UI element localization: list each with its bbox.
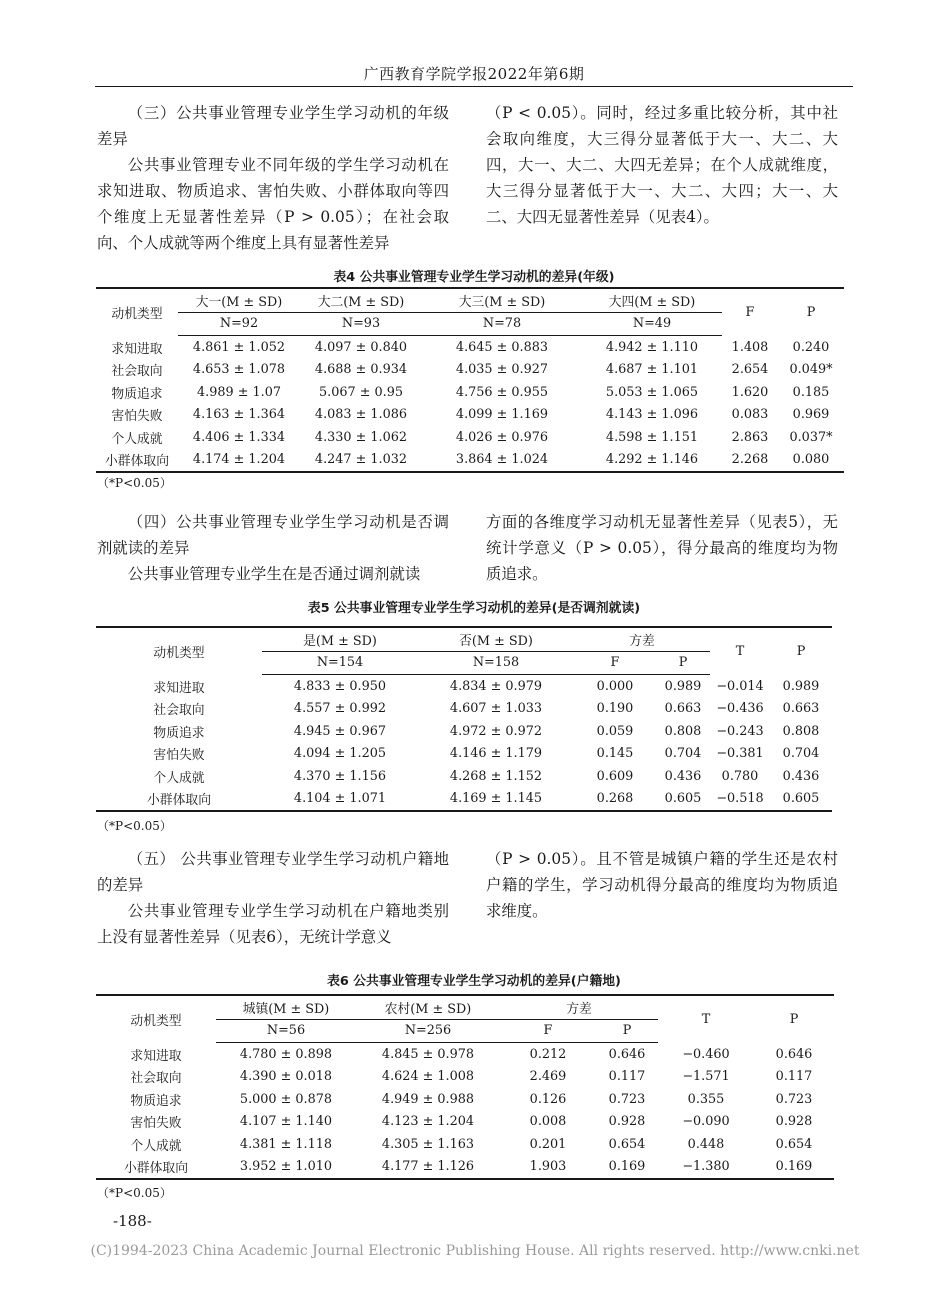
table5-cell: 4.607 ± 1.033 bbox=[449, 701, 543, 717]
table6-cell: 0.117 bbox=[608, 1069, 646, 1085]
sec3-left-body: 公共事业管理专业不同年级的学生学习动机在求知进取、物质追求、害怕失败、小群体取向等四个维度上无显著性差异（P > 0.05）；在社会取向、个人成就等两个维度上具有显著性差异 bbox=[97, 156, 449, 252]
sec4-left-body: 公共事业管理专业学生在是否通过调剂就读 bbox=[127, 565, 421, 583]
table5-n2: N=158 bbox=[418, 651, 574, 675]
table4-cell: 4.687 ± 1.101 bbox=[605, 362, 699, 378]
table6-col-p-sub: P bbox=[596, 1019, 658, 1043]
table5-cell: 0.145 bbox=[596, 746, 634, 762]
table5-cell: 个人成就 bbox=[153, 770, 205, 786]
table4-n3: N=78 bbox=[422, 312, 582, 336]
table5-cell: 0.000 bbox=[596, 678, 634, 694]
table6-cell: 社会取向 bbox=[130, 1071, 182, 1087]
table4-cell: 4.083 ± 1.086 bbox=[314, 407, 408, 423]
table6-cell: 3.952 ± 1.010 bbox=[216, 1156, 356, 1180]
table4-group2: 大二(M ± SD) bbox=[300, 288, 422, 312]
table5-cell: 0.663 bbox=[664, 701, 702, 717]
table4 bbox=[96, 287, 844, 473]
table4-cell: 4.099 ± 1.169 bbox=[455, 407, 549, 423]
table4-cell: 5.067 ± 0.95 bbox=[319, 384, 403, 400]
table5-cell: 4.972 ± 0.972 bbox=[449, 723, 543, 739]
table5-col-f: F bbox=[574, 651, 656, 675]
table6-cell: 4.624 ± 1.008 bbox=[381, 1069, 475, 1085]
table6-cell: 个人成就 bbox=[130, 1138, 182, 1154]
table6-cell: 4.107 ± 1.140 bbox=[239, 1114, 333, 1130]
table4-cell: 害怕失败 bbox=[111, 409, 163, 425]
table-row bbox=[96, 359, 844, 382]
table4-cell: 4.645 ± 0.883 bbox=[455, 339, 549, 355]
table6-cell: 4.177 ± 1.126 bbox=[356, 1156, 500, 1180]
table4-cell: 小群体取向 bbox=[96, 449, 178, 473]
table6-cell: 0.654 bbox=[775, 1136, 813, 1152]
table5-cell: 0.436 bbox=[782, 768, 820, 784]
table6-cell: 4.949 ± 0.988 bbox=[381, 1091, 475, 1107]
table5-col-type: 动机类型 bbox=[96, 627, 262, 675]
table5-cell: −0.014 bbox=[716, 678, 764, 694]
table6-cell: 物质追求 bbox=[130, 1093, 182, 1109]
table-row bbox=[96, 1111, 834, 1134]
table6-col-type: 动机类型 bbox=[96, 995, 216, 1043]
table5-cell: 4.169 ± 1.145 bbox=[418, 788, 574, 812]
table6-cell: 小群体取向 bbox=[96, 1156, 216, 1180]
table6-col-p: P bbox=[754, 995, 834, 1043]
table6-cell: 0.355 bbox=[687, 1091, 725, 1107]
table4-cell: 0.969 bbox=[792, 407, 830, 423]
table4-cell: 2.654 bbox=[731, 362, 769, 378]
table5-cell: 0.190 bbox=[596, 701, 634, 717]
table6-cell: 0.646 bbox=[775, 1046, 813, 1062]
table4-cell: 0.049* bbox=[789, 362, 833, 378]
table4-cell: 4.097 ± 0.840 bbox=[314, 339, 408, 355]
table6-cell: 4.845 ± 0.978 bbox=[381, 1046, 475, 1062]
table5-cell: 0.268 bbox=[574, 788, 656, 812]
table4-n2: N=93 bbox=[300, 312, 422, 336]
table5-cell: 0.436 bbox=[664, 768, 702, 784]
table4-cell: 2.863 bbox=[731, 429, 769, 445]
sec3-left-column bbox=[97, 100, 449, 256]
table6-cell: −0.460 bbox=[682, 1046, 730, 1062]
table5-cell: 4.370 ± 1.156 bbox=[293, 768, 387, 784]
table4-cell: 3.864 ± 1.024 bbox=[422, 449, 582, 473]
sec4-right-body: 方面的各维度学习动机无显著性差异（见表5），无统计学意义（P > 0.05），得分最高的维度均为物质追求。 bbox=[486, 513, 838, 583]
table4-n4: N=49 bbox=[582, 312, 722, 336]
table5-n1: N=154 bbox=[262, 651, 418, 675]
table5-cell: 4.833 ± 0.950 bbox=[293, 678, 387, 694]
table5-group2: 否(M ± SD) bbox=[418, 627, 574, 651]
table6-cell: 求知进取 bbox=[130, 1048, 182, 1064]
table6-cell: 0.928 bbox=[775, 1114, 813, 1130]
table4-cell: 4.861 ± 1.052 bbox=[192, 339, 286, 355]
table5-cell: 0.704 bbox=[664, 746, 702, 762]
table5-cell: 0.663 bbox=[782, 701, 820, 717]
table4-cell: 4.163 ± 1.364 bbox=[192, 407, 286, 423]
table-row bbox=[96, 404, 844, 427]
table5-cell: 0.704 bbox=[782, 746, 820, 762]
table6-variance: 方差 bbox=[500, 995, 658, 1019]
table5-cell: 小群体取向 bbox=[96, 788, 262, 812]
table4-cell: 0.185 bbox=[792, 384, 830, 400]
table4-caption: 表4 公共事业管理专业学生学习动机的差异(年级) bbox=[333, 270, 615, 285]
table5-cell: 社会取向 bbox=[153, 703, 205, 719]
table4-cell: 4.026 ± 0.976 bbox=[455, 429, 549, 445]
table4-cell: 4.247 ± 1.032 bbox=[300, 449, 422, 473]
table6-cell: 0.646 bbox=[608, 1046, 646, 1062]
table4-note: （*P<0.05） bbox=[97, 476, 172, 490]
table6-cell: −1.380 bbox=[658, 1156, 754, 1180]
sec3-right-body: （P < 0.05）。同时，经过多重比较分析，其中社会取向维度，大三得分显著低于大一、大二、大四，大一、大二、大四无差异；在个人成就维度，大三得分显著低于大一、大二、大四；大一、大二、大四无显著性差异（见表4）。 bbox=[486, 104, 838, 226]
table5-cell: 物质追求 bbox=[153, 725, 205, 741]
table5-col-p: P bbox=[770, 627, 832, 675]
table6-cell: 0.169 bbox=[754, 1156, 834, 1180]
table-row bbox=[96, 1156, 834, 1180]
table6-cell: 0.117 bbox=[775, 1069, 813, 1085]
table4-cell: 4.292 ± 1.146 bbox=[582, 449, 722, 473]
table4-col-p: P bbox=[778, 288, 844, 336]
table4-cell: 4.942 ± 1.110 bbox=[605, 339, 699, 355]
table6-cell: 4.390 ± 0.018 bbox=[239, 1069, 333, 1085]
table5-caption: 表5 公共事业管理专业学生学习动机的差异(是否调剂就读) bbox=[307, 601, 641, 616]
table-row bbox=[96, 1066, 834, 1089]
table6-group2: 农村(M ± SD) bbox=[356, 995, 500, 1019]
table5-cell: −0.518 bbox=[710, 788, 770, 812]
table5-cell: 4.094 ± 1.205 bbox=[293, 746, 387, 762]
table4-cell: 4.174 ± 1.204 bbox=[178, 449, 300, 473]
table5-col-p-sub: P bbox=[656, 651, 710, 675]
sec5-left-column bbox=[97, 846, 449, 950]
table4-cell: 0.240 bbox=[792, 339, 830, 355]
table6-cell: −0.090 bbox=[682, 1114, 730, 1130]
table4-col-f: F bbox=[722, 288, 778, 336]
sec4-heading: （四）公共事业管理专业学生学习动机是否调剂就读的差异 bbox=[97, 513, 449, 557]
table4-group3: 大三(M ± SD) bbox=[422, 288, 582, 312]
table4-cell: 个人成就 bbox=[111, 431, 163, 447]
sec5-heading: （五） 公共事业管理专业学生学习动机户籍地的差异 bbox=[97, 850, 449, 894]
table6-col-t: T bbox=[658, 995, 754, 1043]
table5-cell: 0.989 bbox=[664, 678, 702, 694]
table5-col-t: T bbox=[710, 627, 770, 675]
table5-cell: 4.146 ± 1.179 bbox=[449, 746, 543, 762]
table6-cell: 4.780 ± 0.898 bbox=[239, 1046, 333, 1062]
table6-cell: 0.008 bbox=[529, 1114, 567, 1130]
running-header: 广西教育学院学报2022年第6期 bbox=[363, 65, 585, 83]
table4-cell: 4.406 ± 1.334 bbox=[192, 429, 286, 445]
table4-cell: 4.143 ± 1.096 bbox=[605, 407, 699, 423]
sec5-right-column bbox=[486, 846, 838, 924]
table5-cell: 求知进取 bbox=[153, 680, 205, 696]
page-number: -188- bbox=[113, 1212, 152, 1230]
table-row bbox=[96, 720, 832, 743]
table5-cell: 0.605 bbox=[656, 788, 710, 812]
table-row bbox=[96, 449, 844, 473]
table6 bbox=[96, 994, 834, 1180]
table4-cell: 0.080 bbox=[778, 449, 844, 473]
table6-cell: 0.212 bbox=[529, 1046, 567, 1062]
table6-group1: 城镇(M ± SD) bbox=[216, 995, 356, 1019]
table5-cell: 0.808 bbox=[664, 723, 702, 739]
copyright-footer: (C)1994-2023 China Academic Journal Electronic Publishing House. All rights reserved. http://www.cnki.net bbox=[90, 1243, 860, 1259]
table6-cell: 0.928 bbox=[608, 1114, 646, 1130]
table4-group1: 大一(M ± SD) bbox=[178, 288, 300, 312]
table-row bbox=[96, 788, 832, 812]
table5-variance: 方差 bbox=[574, 627, 710, 651]
sec5-left-body: 公共事业管理专业学生学习动机在户籍地类别上没有显著性差异（见表6），无统计学意义 bbox=[97, 902, 449, 946]
table4-cell: 4.688 ± 0.934 bbox=[314, 362, 408, 378]
table5-cell: 0.605 bbox=[770, 788, 832, 812]
table4-group4: 大四(M ± SD) bbox=[582, 288, 722, 312]
table4-cell: 4.653 ± 1.078 bbox=[192, 362, 286, 378]
header-rule bbox=[95, 86, 853, 87]
table6-cell: 0.448 bbox=[687, 1136, 725, 1152]
table6-cell: 0.723 bbox=[775, 1091, 813, 1107]
table6-cell: 5.000 ± 0.878 bbox=[239, 1091, 333, 1107]
table4-cell: 4.989 ± 1.07 bbox=[197, 384, 281, 400]
table5-cell: −0.436 bbox=[716, 701, 764, 717]
table-row bbox=[96, 1043, 834, 1066]
table-row bbox=[96, 1133, 834, 1156]
table4-col-type: 动机类型 bbox=[96, 288, 178, 336]
table6-cell: 0.654 bbox=[608, 1136, 646, 1152]
table4-cell: 4.330 ± 1.062 bbox=[314, 429, 408, 445]
table5 bbox=[96, 626, 832, 812]
sec4-left-column bbox=[97, 509, 449, 587]
table4-cell: 4.035 ± 0.927 bbox=[455, 362, 549, 378]
table-row bbox=[96, 698, 832, 721]
table5-note: （*P<0.05） bbox=[97, 819, 172, 833]
table5-cell: 4.834 ± 0.979 bbox=[449, 678, 543, 694]
sec5-right-body: （P > 0.05）。且不管是城镇户籍的学生还是农村户籍的学生，学习动机得分最高的维度均为物质追求维度。 bbox=[486, 850, 838, 920]
table6-cell: −1.571 bbox=[682, 1069, 730, 1085]
table-row bbox=[96, 743, 832, 766]
table4-cell: 4.756 ± 0.955 bbox=[455, 384, 549, 400]
table5-cell: −0.381 bbox=[716, 746, 764, 762]
table6-note: （*P<0.05） bbox=[97, 1186, 172, 1200]
table6-cell: 0.126 bbox=[529, 1091, 567, 1107]
table-row bbox=[96, 675, 832, 698]
table5-cell: 0.780 bbox=[721, 768, 759, 784]
table-row bbox=[96, 765, 832, 788]
table6-cell: 4.381 ± 1.118 bbox=[239, 1136, 333, 1152]
table5-cell: 4.945 ± 0.967 bbox=[293, 723, 387, 739]
table6-cell: 0.723 bbox=[608, 1091, 646, 1107]
table4-cell: 求知进取 bbox=[111, 341, 163, 357]
table6-cell: 害怕失败 bbox=[130, 1116, 182, 1132]
table6-cell: 0.201 bbox=[529, 1136, 567, 1152]
sec3-heading: （三）公共事业管理专业学生学习动机的年级差异 bbox=[97, 104, 449, 148]
table6-col-f: F bbox=[500, 1019, 596, 1043]
table-row bbox=[96, 336, 844, 359]
table5-cell: 0.059 bbox=[596, 723, 634, 739]
table4-cell: 1.408 bbox=[731, 339, 769, 355]
table4-cell: 0.037* bbox=[789, 429, 833, 445]
table6-cell: 0.169 bbox=[596, 1156, 658, 1180]
table4-cell: 0.083 bbox=[731, 407, 769, 423]
table5-cell: 4.268 ± 1.152 bbox=[449, 768, 543, 784]
table5-cell: 0.609 bbox=[596, 768, 634, 784]
table4-n1: N=92 bbox=[178, 312, 300, 336]
table6-cell: 2.469 bbox=[529, 1069, 567, 1085]
table-row bbox=[96, 1088, 834, 1111]
table-row bbox=[96, 381, 844, 404]
table4-cell: 2.268 bbox=[722, 449, 778, 473]
sec3-right-column bbox=[486, 100, 838, 230]
table6-caption: 表6 公共事业管理专业学生学习动机的差异(户籍地) bbox=[327, 974, 621, 989]
table4-cell: 5.053 ± 1.065 bbox=[605, 384, 699, 400]
table5-cell: −0.243 bbox=[716, 723, 764, 739]
table5-cell: 害怕失败 bbox=[153, 748, 205, 764]
sec4-right-column bbox=[486, 509, 838, 587]
table6-cell: 4.305 ± 1.163 bbox=[381, 1136, 475, 1152]
table6-n2: N=256 bbox=[356, 1019, 500, 1043]
table4-cell: 4.598 ± 1.151 bbox=[605, 429, 699, 445]
table5-cell: 0.989 bbox=[782, 678, 820, 694]
table4-cell: 社会取向 bbox=[111, 364, 163, 380]
table5-cell: 0.808 bbox=[782, 723, 820, 739]
table4-cell: 1.620 bbox=[731, 384, 769, 400]
table5-cell: 4.104 ± 1.071 bbox=[262, 788, 418, 812]
table5-cell: 4.557 ± 0.992 bbox=[293, 701, 387, 717]
table4-cell: 物质追求 bbox=[111, 386, 163, 402]
table6-cell: 4.123 ± 1.204 bbox=[381, 1114, 475, 1130]
table5-group1: 是(M ± SD) bbox=[262, 627, 418, 651]
table6-n1: N=56 bbox=[216, 1019, 356, 1043]
table6-cell: 1.903 bbox=[500, 1156, 596, 1180]
table-row bbox=[96, 426, 844, 449]
